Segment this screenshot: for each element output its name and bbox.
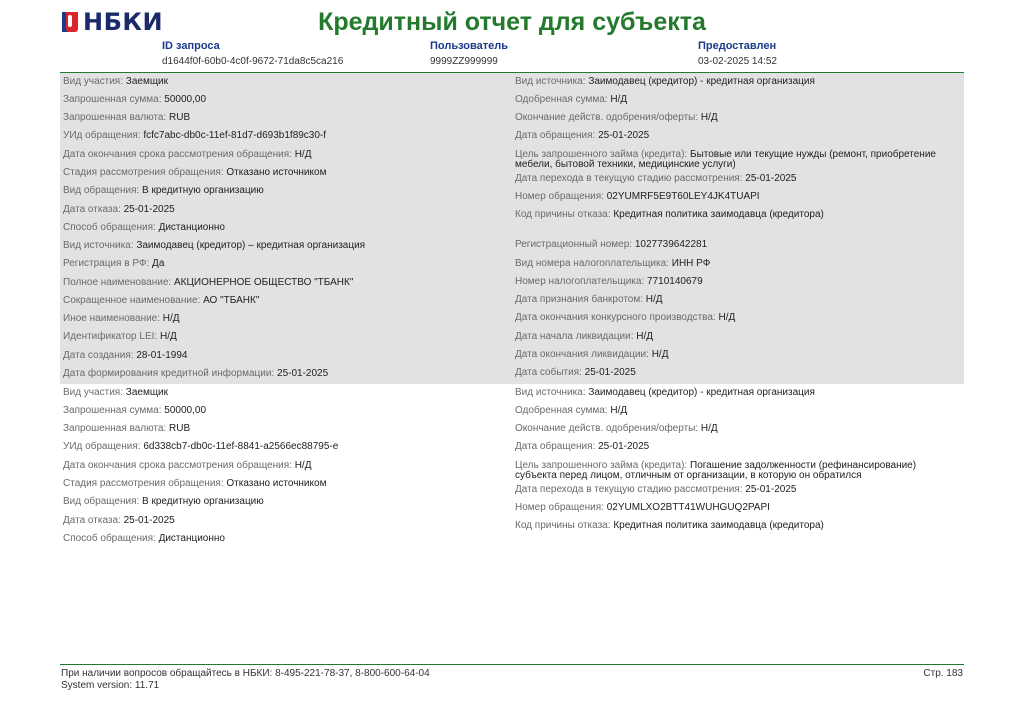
- field-value: 25-01-2025: [123, 204, 175, 215]
- field-value: В кредитную организацию: [142, 185, 264, 196]
- block1-right-field: [515, 277, 703, 287]
- user-label: Пользователь: [430, 40, 509, 52]
- field-value: Н/Д: [700, 112, 718, 123]
- block2-right-field: [515, 485, 796, 495]
- field-value: 7710140679: [647, 276, 703, 287]
- field-value: Заимодавец (кредитор) - кредитная организация: [588, 387, 815, 398]
- field-label: Вид источника:: [515, 76, 586, 87]
- block2-right-field: [515, 424, 718, 434]
- field-label: Регистрационный номер:: [515, 239, 633, 250]
- field-label: УИд обращения:: [63, 130, 141, 141]
- brand-name: НБКИ: [83, 8, 164, 36]
- field-value: Н/Д: [700, 423, 718, 434]
- field-label: УИд обращения:: [63, 441, 141, 452]
- block2-right-field: [515, 521, 824, 531]
- block1-right-field: [515, 113, 718, 123]
- field-label: Запрошенная валюта:: [63, 423, 167, 434]
- field-label: Дата создания:: [63, 350, 134, 361]
- field-value: 50000,00: [164, 405, 207, 416]
- field-label: Дата обращения:: [515, 441, 596, 452]
- block1-right-field: [515, 174, 796, 184]
- application-block-1: [60, 73, 964, 384]
- provided-value: 03-02-2025 14:52: [698, 56, 777, 67]
- block1-right-field: [515, 150, 955, 170]
- field-label: Дата события:: [515, 367, 582, 378]
- block1-left-field: [63, 95, 206, 105]
- block1-right-field: [515, 259, 710, 269]
- field-label: Запрошенная сумма:: [63, 405, 162, 416]
- provided-label: Предоставлен: [698, 40, 777, 52]
- field-value: Заимодавец (кредитор) - кредитная организация: [588, 76, 815, 87]
- block1-right-field: [515, 131, 649, 141]
- block1-right-field: [515, 95, 627, 105]
- block1-left-field: [63, 259, 164, 269]
- block1-right-field: [515, 192, 760, 202]
- field-label: Дата обращения:: [515, 130, 596, 141]
- field-label: Регистрация в РФ:: [63, 258, 150, 269]
- field-label: Номер налогоплательщика:: [515, 276, 645, 287]
- field-label: Способ обращения:: [63, 222, 156, 233]
- field-label: Стадия рассмотрения обращения:: [63, 478, 224, 489]
- field-value: RUB: [169, 112, 191, 123]
- field-label: Одобренная сумма:: [515, 94, 608, 105]
- field-value: 6d338cb7-db0c-11ef-8841-a2566ec88795-e: [143, 441, 339, 452]
- block2-left-field: [63, 388, 168, 398]
- field-value: Заимодавец (кредитор) – кредитная организация: [136, 240, 366, 251]
- field-value: Да: [152, 258, 165, 269]
- block2-left-field: [63, 424, 190, 434]
- field-label: Одобренная сумма:: [515, 405, 608, 416]
- field-value: 02YUMRF5E9T60LEY4JK4TUAPI: [606, 191, 760, 202]
- field-label: Цель запрошенного займа (кредита):: [515, 149, 688, 160]
- field-label: Дата окончания срока рассмотрения обращения:: [63, 149, 292, 160]
- block2-right-field: [515, 503, 770, 513]
- block1-left-field: [63, 296, 259, 306]
- page-number: Стр. 183: [923, 668, 963, 679]
- field-value: Погашение задолженности (рефинансирование) субъекта перед лицом, отличным от организации, в которую он обратился: [515, 460, 917, 481]
- block2-right-field: [515, 442, 649, 452]
- field-value: RUB: [169, 423, 191, 434]
- field-label: Дата начала ликвидации:: [515, 331, 634, 342]
- block1-left-field: [63, 131, 326, 141]
- footer-contact: При наличии вопросов обращайтесь в НБКИ: 8-495-221-78-37, 8-800-600-64-04: [61, 668, 430, 679]
- field-value: Отказано источником: [226, 478, 327, 489]
- request-id-value: d1644f0f-60b0-4c0f-9672-71da8c5ca216: [162, 56, 344, 67]
- block1-right-field: [515, 240, 707, 250]
- field-value: Н/Д: [651, 349, 669, 360]
- field-label: Окончание действ. одобрения/оферты:: [515, 423, 699, 434]
- block1-left-field: [63, 369, 328, 379]
- field-label: Сокращенное наименование:: [63, 295, 201, 306]
- block2-right-field: [515, 461, 955, 481]
- block2-left-field: [63, 534, 225, 544]
- field-value: 25-01-2025: [598, 441, 650, 452]
- block1-right-field: [515, 77, 815, 87]
- field-value: Н/Д: [636, 331, 654, 342]
- field-value: Отказано источником: [226, 167, 327, 178]
- field-value: 25-01-2025: [277, 368, 329, 379]
- block1-left-field: [63, 168, 326, 178]
- block1-left-field: [63, 186, 264, 196]
- block2-left-field: [63, 479, 326, 489]
- block2-right-field: [515, 406, 627, 416]
- field-value: 25-01-2025: [745, 484, 797, 495]
- field-label: Полное наименование:: [63, 277, 172, 288]
- block1-left-field: [63, 241, 365, 251]
- field-label: Вид участия:: [63, 76, 123, 87]
- footer-divider: [60, 664, 964, 665]
- block1-left-field: [63, 77, 168, 87]
- application-block-2: [60, 384, 964, 554]
- field-value: 25-01-2025: [123, 515, 175, 526]
- field-value: Заемщик: [125, 387, 169, 398]
- field-value: ИНН РФ: [671, 258, 711, 269]
- field-value: АО "ТБАНК": [203, 295, 260, 306]
- field-label: Окончание действ. одобрения/оферты:: [515, 112, 699, 123]
- field-label: Вид участия:: [63, 387, 123, 398]
- block2-left-field: [63, 516, 175, 526]
- field-label: Идентификатор LEI:: [63, 331, 158, 342]
- field-label: Дата окончания срока рассмотрения обращения:: [63, 460, 292, 471]
- field-value: 1027739642281: [634, 239, 708, 250]
- field-value: Н/Д: [162, 313, 180, 324]
- field-value: Н/Д: [159, 331, 177, 342]
- field-label: Номер обращения:: [515, 191, 604, 202]
- field-value: 25-01-2025: [598, 130, 650, 141]
- block1-left-field: [63, 223, 225, 233]
- block2-right-field: [515, 388, 815, 398]
- field-label: Номер обращения:: [515, 502, 604, 513]
- field-label: Способ обращения:: [63, 533, 156, 544]
- block1-left-field: [63, 351, 187, 361]
- field-value: Заемщик: [125, 76, 169, 87]
- field-label: Код причины отказа:: [515, 520, 611, 531]
- field-label: Вид источника:: [63, 240, 134, 251]
- field-label: Дата окончания ликвидации:: [515, 349, 649, 360]
- field-label: Дата отказа:: [63, 515, 121, 526]
- block2-left-field: [63, 461, 311, 471]
- field-value: 25-01-2025: [584, 367, 636, 378]
- field-value: Дистанционно: [158, 533, 225, 544]
- field-value: Кредитная политика заимодавца (кредитора): [613, 209, 824, 220]
- field-label: Иное наименование:: [63, 313, 161, 324]
- field-value: Бытовые или текущие нужды (ремонт, приобретение мебели, бытовой техники, медицинские услуги): [515, 149, 936, 170]
- page-title: Кредитный отчет для субъекта: [318, 8, 706, 36]
- block1-left-field: [63, 150, 311, 160]
- field-label: Код причины отказа:: [515, 209, 611, 220]
- block1-right-field: [515, 332, 653, 342]
- block1-right-field: [515, 368, 636, 378]
- field-label: Вид обращения:: [63, 185, 140, 196]
- field-label: Дата признания банкротом:: [515, 294, 643, 305]
- field-label: Дата перехода в текущую стадию рассмотрения:: [515, 484, 743, 495]
- field-value: Н/Д: [645, 294, 663, 305]
- field-value: 28-01-1994: [136, 350, 188, 361]
- field-label: Запрошенная валюта:: [63, 112, 167, 123]
- field-label: Дата формирования кредитной информации:: [63, 368, 275, 379]
- field-label: Стадия рассмотрения обращения:: [63, 167, 224, 178]
- block1-left-field: [63, 314, 180, 324]
- block1-left-field: [63, 113, 190, 123]
- field-label: Дата окончания конкурсного производства:: [515, 312, 716, 323]
- field-value: Н/Д: [610, 405, 628, 416]
- field-label: Дата отказа:: [63, 204, 121, 215]
- field-value: Дистанционно: [158, 222, 225, 233]
- block1-left-field: [63, 278, 353, 288]
- field-value: В кредитную организацию: [142, 496, 264, 507]
- field-value: Н/Д: [294, 460, 312, 471]
- field-value: Н/Д: [718, 312, 736, 323]
- block1-right-field: [515, 313, 735, 323]
- field-value: fcfc7abc-db0c-11ef-81d7-d693b1f89c30-f: [143, 130, 327, 141]
- block2-left-field: [63, 442, 338, 452]
- field-value: 02YUMLXO2BTT41WUHGUQ2PAPI: [606, 502, 770, 513]
- field-value: 25-01-2025: [745, 173, 797, 184]
- field-value: Н/Д: [610, 94, 628, 105]
- field-value: Кредитная политика заимодавца (кредитора): [613, 520, 824, 531]
- block2-left-field: [63, 497, 264, 507]
- block2-left-field: [63, 406, 206, 416]
- field-label: Вид номера налогоплательщика:: [515, 258, 669, 269]
- request-id-label: ID запроса: [162, 40, 220, 52]
- user-value: 9999ZZ999999: [430, 56, 498, 67]
- field-label: Запрошенная сумма:: [63, 94, 162, 105]
- block1-right-field: [515, 295, 663, 305]
- field-label: Дата перехода в текущую стадию рассмотрения:: [515, 173, 743, 184]
- field-label: Цель запрошенного займа (кредита):: [515, 460, 688, 471]
- field-value: Н/Д: [294, 149, 312, 160]
- block1-left-field: [63, 205, 175, 215]
- field-label: Вид обращения:: [63, 496, 140, 507]
- field-value: 50000,00: [164, 94, 207, 105]
- field-label: Вид источника:: [515, 387, 586, 398]
- block1-left-field: [63, 332, 177, 342]
- footer-version: System version: 11.71: [61, 680, 160, 691]
- block1-right-field: [515, 210, 824, 220]
- block1-right-field: [515, 350, 668, 360]
- field-value: АКЦИОНЕРНОЕ ОБЩЕСТВО "ТБАНК": [173, 277, 354, 288]
